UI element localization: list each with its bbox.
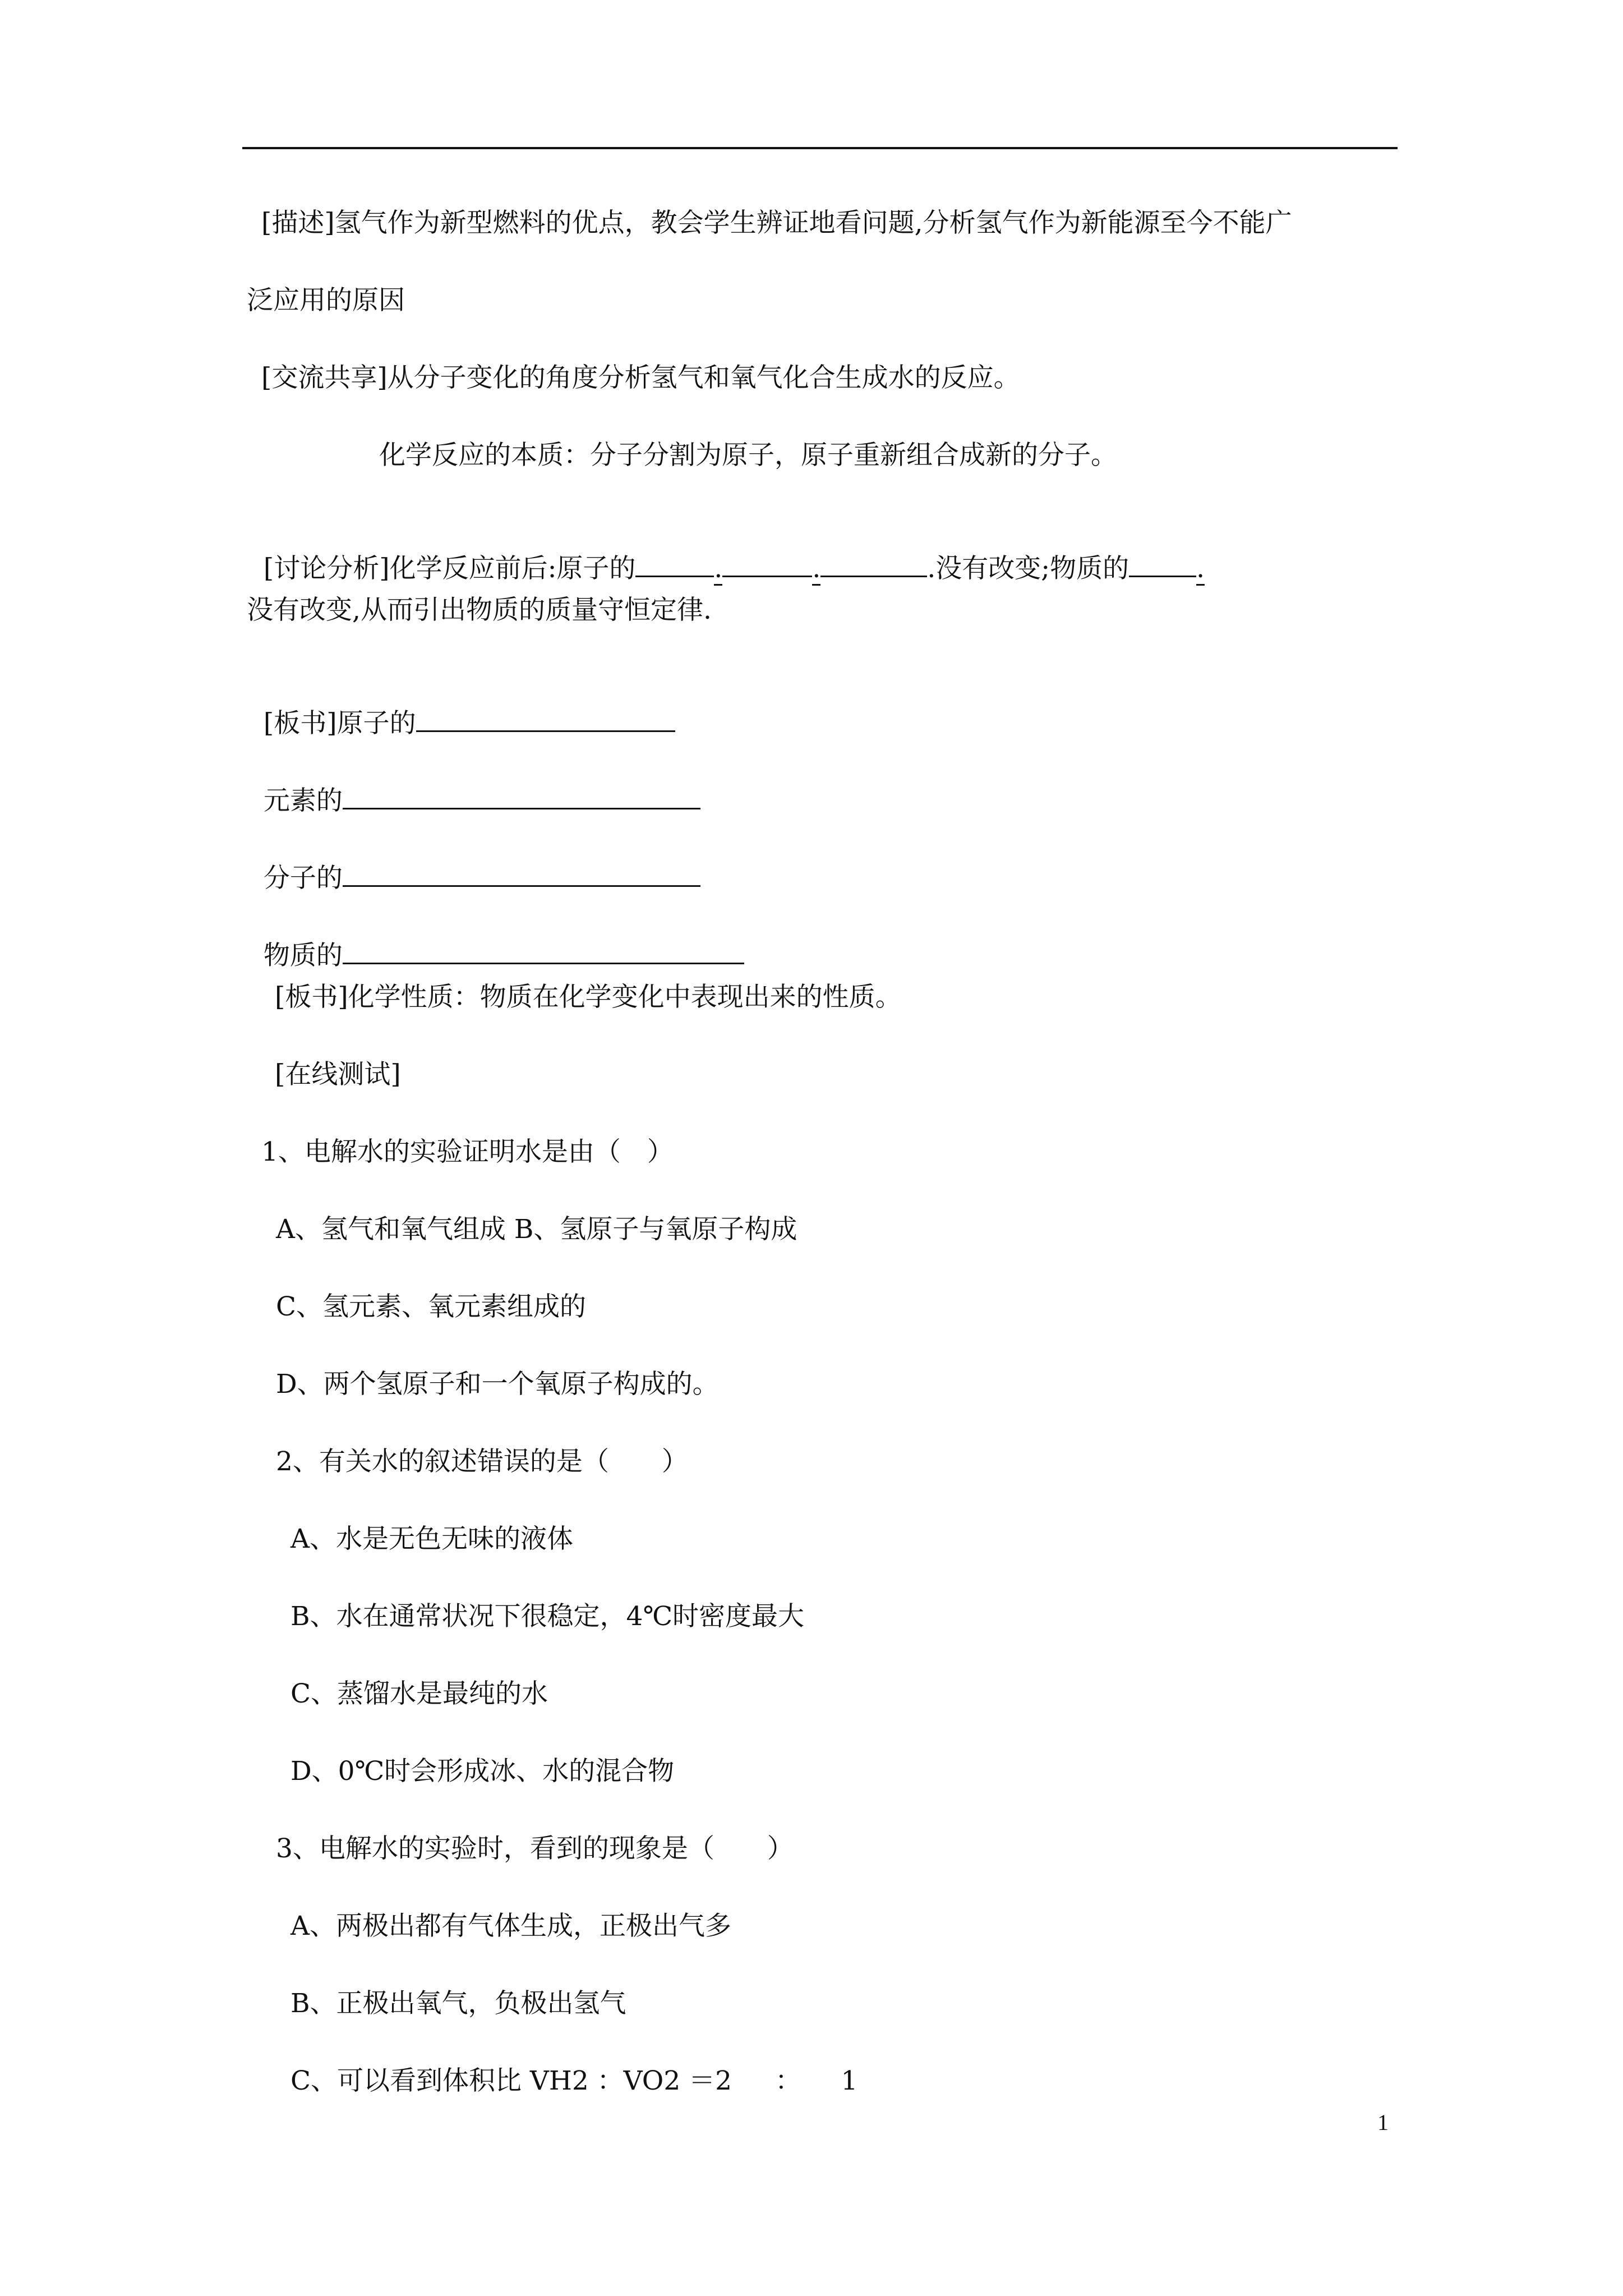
- text-line: 没有改变,从而引出物质的质量守恒定律.: [247, 595, 712, 625]
- header-rule: [242, 147, 1398, 149]
- text-line: 泛应用的原因: [247, 285, 405, 316]
- fill-blank: [1129, 550, 1196, 577]
- option: D、0℃时会形成冰、水的混合物: [291, 1756, 675, 1787]
- question: 3、电解水的实验时，看到的现象是（ ）: [276, 1833, 794, 1864]
- option: A、两极出都有气体生成，正极出气多: [291, 1911, 731, 1941]
- fill-blank: [635, 550, 714, 577]
- text-line: [板书]化学性质：物质在化学变化中表现出来的性质。: [275, 982, 902, 1013]
- option: B、正极出氧气，负极出氢气: [291, 1988, 626, 2019]
- line-prefix: [讨论分析]化学反应前后:原子的: [263, 553, 636, 584]
- option: A、水是无色无味的液体: [291, 1524, 573, 1554]
- board-label: 分子的: [263, 863, 343, 894]
- fill-blank: [343, 937, 744, 964]
- option: D、两个氢原子和一个氧原子构成的。: [276, 1369, 719, 1400]
- option: C、可以看到体积比 VH2 ：VO2 ＝2 ： 1: [291, 2065, 858, 2096]
- fill-blank: [722, 550, 812, 577]
- question: 1、电解水的实验证明水是由（ ）: [261, 1137, 674, 1167]
- board-line: [247, 826, 700, 895]
- blank-dot: .: [714, 553, 722, 586]
- board-line: [247, 748, 700, 818]
- fill-blank: [416, 705, 675, 732]
- option: C、氢元素、氧元素组成的: [276, 1291, 586, 1322]
- option: C、蒸馏水是最纯的水: [291, 1678, 548, 1709]
- fill-blank: [343, 782, 700, 809]
- board-line: [247, 671, 675, 740]
- text-line-fill-blanks: [247, 516, 1205, 586]
- line-middle: .没有改变;物质的: [927, 553, 1129, 584]
- question: 2、有关水的叙述错误的是（ ）: [276, 1446, 688, 1477]
- text-line: [描述]氢气作为新型燃料的优点，教会学生辨证地看问题,分析氢气作为新能源至今不能广: [261, 208, 1292, 238]
- board-label: 元素的: [263, 785, 343, 816]
- blank-dot: .: [1196, 553, 1205, 586]
- board-line: [247, 903, 744, 973]
- text-line: 化学反应的本质：分子分割为原子，原子重新组合成新的分子。: [379, 440, 1117, 471]
- page-number: 1: [1377, 2110, 1389, 2135]
- fill-blank: [820, 550, 927, 577]
- fill-blank: [343, 859, 700, 887]
- text-line: [在线测试]: [275, 1059, 401, 1090]
- option: A、氢气和氧气组成 B、氢原子与氧原子构成: [276, 1214, 797, 1245]
- text-line: [交流共享]从分子变化的角度分析氢气和氧气化合生成水的反应。: [261, 362, 1020, 393]
- board-label: [板书]原子的: [263, 708, 416, 739]
- blank-dot: .: [812, 553, 820, 586]
- option: B、水在通常状况下很稳定，4℃时密度最大: [291, 1601, 805, 1632]
- board-label: 物质的: [263, 940, 343, 971]
